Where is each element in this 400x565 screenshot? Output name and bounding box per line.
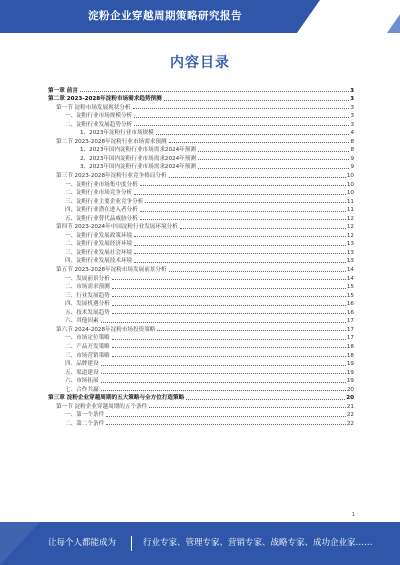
toc-entry-title: 第一节 淀粉企业穿越周期的五个条件 bbox=[56, 403, 148, 410]
toc-leader-dots bbox=[101, 390, 346, 391]
toc-entry-title: 二、产品开发策略 bbox=[65, 343, 110, 350]
toc-entry[interactable] bbox=[48, 205, 354, 214]
toc-entry[interactable] bbox=[48, 111, 354, 120]
toc-entry-page: 9 bbox=[350, 155, 354, 162]
toc-leader-dots bbox=[101, 365, 346, 366]
toc-leader-dots bbox=[134, 194, 346, 195]
toc-leader-dots bbox=[134, 117, 349, 118]
toc-leader-dots bbox=[112, 347, 346, 348]
toc-entry[interactable] bbox=[48, 230, 354, 239]
toc-entry[interactable] bbox=[48, 367, 354, 376]
toc-entry-page: 3 bbox=[350, 87, 354, 94]
toc-entry-title: 第四节 2023-2024年中国淀粉行业发展环境分析 bbox=[56, 224, 178, 231]
toc-entry[interactable] bbox=[48, 333, 354, 342]
footer-banner bbox=[0, 522, 400, 565]
toc-entry[interactable] bbox=[48, 418, 354, 427]
toc-entry-title: 1、2023年国内淀粉行业市场需求2024年预测 bbox=[80, 147, 196, 154]
toc-leader-dots bbox=[140, 185, 346, 186]
toc-entry-title: 第六节 2024-2028年淀粉市场投资策略 bbox=[56, 326, 156, 333]
toc-entry-title: 四、淀粉行业发展技术环境 bbox=[65, 258, 133, 265]
toc-entry-page: 3 bbox=[350, 113, 354, 120]
toc-entry-page: 15 bbox=[346, 284, 354, 291]
toc-entry[interactable] bbox=[48, 188, 354, 197]
toc-entry-title: 六、其他因素 bbox=[65, 318, 99, 325]
toc-entry-title: 七、合作共赢 bbox=[65, 386, 99, 393]
toc-entry-page: 19 bbox=[346, 361, 354, 368]
toc-entry[interactable] bbox=[48, 94, 354, 103]
toc-entry-page: 8 bbox=[350, 138, 354, 145]
toc-entry[interactable] bbox=[48, 162, 354, 171]
toc-entry[interactable] bbox=[48, 213, 354, 222]
toc-entry-title: 一、淀粉行业市场集中度分析 bbox=[65, 181, 138, 188]
toc-entry-page: 21 bbox=[346, 403, 354, 410]
toc-entry[interactable] bbox=[48, 222, 354, 231]
toc-leader-dots bbox=[112, 296, 346, 297]
toc-leader-dots bbox=[101, 373, 346, 374]
toc-entry-title: 二、淀粉行业市场竞争分析 bbox=[65, 190, 133, 197]
toc-leader-dots bbox=[134, 245, 346, 246]
toc-leader-dots bbox=[198, 159, 350, 160]
report-header bbox=[0, 0, 400, 33]
toc-entry-title: 1、2023年淀粉行业市场规模 bbox=[80, 130, 154, 137]
toc-entry-title: 五、技术发展趋势 bbox=[65, 309, 110, 316]
toc-entry-title: 三、市场营销策略 bbox=[65, 352, 110, 359]
toc-entry-title: 三、淀粉行业发展社会环境 bbox=[65, 249, 133, 256]
toc-entry[interactable] bbox=[48, 239, 354, 248]
toc-entry[interactable] bbox=[48, 247, 354, 256]
toc-entry[interactable] bbox=[48, 376, 354, 385]
toc-entry[interactable] bbox=[48, 350, 354, 359]
toc-entry-page: 11 bbox=[346, 198, 354, 205]
toc-entry-title: 第三章 淀粉企业穿越周期的五大策略与全方位打造策略 bbox=[48, 395, 185, 402]
toc-entry-page: 10 bbox=[346, 181, 354, 188]
toc-leader-dots bbox=[134, 262, 346, 263]
toc-entry-page: 14 bbox=[346, 267, 354, 274]
toc-entry-page: 22 bbox=[346, 412, 354, 419]
toc-entry[interactable] bbox=[48, 341, 354, 350]
toc-entry-page: 22 bbox=[346, 420, 354, 427]
toc-entry-page: 13 bbox=[346, 241, 354, 248]
toc-entry-page: 14 bbox=[346, 275, 354, 282]
toc-leader-dots bbox=[112, 339, 346, 340]
toc-leader-dots bbox=[134, 253, 346, 254]
toc-leader-dots bbox=[140, 219, 346, 220]
toc-entry-title: 2、2023年国内淀粉行业市场需求2024年预测 bbox=[80, 155, 196, 162]
toc-entry[interactable] bbox=[48, 264, 354, 273]
footer-slogan-left: 让每个人都能成为 bbox=[48, 538, 117, 548]
toc-leader-dots bbox=[149, 407, 346, 408]
toc-leader-dots bbox=[134, 236, 346, 237]
table-of-contents bbox=[48, 85, 354, 427]
toc-entry-page: 13 bbox=[346, 249, 354, 256]
toc-entry[interactable] bbox=[48, 170, 354, 179]
toc-entry-title: 四、品牌建设 bbox=[65, 361, 99, 368]
toc-entry-title: 一、市场定位策略 bbox=[65, 335, 110, 342]
toc-entry-page: 16 bbox=[346, 301, 354, 308]
toc-entry-page: 17 bbox=[346, 318, 354, 325]
toc-entry-title: 第二节 2023-2028年淀粉行业市场需求预测 bbox=[56, 138, 167, 145]
toc-leader-dots bbox=[106, 416, 346, 417]
toc-leader-dots bbox=[112, 279, 346, 280]
toc-entry[interactable] bbox=[48, 85, 354, 94]
toc-leader-dots bbox=[112, 356, 346, 357]
toc-entry[interactable] bbox=[48, 153, 354, 162]
toc-entry[interactable] bbox=[48, 290, 354, 299]
toc-entry-page: 13 bbox=[346, 258, 354, 265]
footer-divider bbox=[131, 536, 132, 551]
toc-entry-title: 第一节 淀粉市场发展现状分析 bbox=[56, 104, 131, 111]
toc-entry[interactable] bbox=[48, 359, 354, 368]
toc-entry-page: 19 bbox=[346, 369, 354, 376]
toc-entry[interactable] bbox=[48, 136, 354, 145]
toc-leader-dots bbox=[156, 134, 350, 135]
toc-entry[interactable] bbox=[48, 401, 354, 410]
toc-leader-dots bbox=[101, 322, 346, 323]
toc-leader-dots bbox=[134, 125, 349, 126]
toc-entry-page: 19 bbox=[346, 378, 354, 385]
toc-entry[interactable] bbox=[48, 282, 354, 291]
toc-entry[interactable] bbox=[48, 393, 354, 402]
toc-entry-title: 第五节 2023-2028年淀粉市场发展前景分析 bbox=[56, 267, 167, 274]
toc-entry-page: 12 bbox=[346, 224, 354, 231]
footer-slogan-right: 行业专家、管理专家、营销专家、战略专家、成功企业家…… bbox=[143, 538, 373, 548]
toc-leader-dots bbox=[164, 100, 349, 101]
toc-entry-title: 五、渠道建设 bbox=[65, 369, 99, 376]
toc-entry-title: 一、第一个条件 bbox=[65, 412, 105, 419]
toc-entry-page: 3 bbox=[350, 121, 354, 128]
toc-entry-title: 第三节 2023-2028年淀粉行业竞争格局分析 bbox=[56, 173, 167, 180]
toc-entry-page: 12 bbox=[346, 232, 354, 239]
toc-entry-title: 二、市场需求预测 bbox=[65, 284, 110, 291]
toc-entry-title: 3、2023年国内淀粉行业市场需求2024年预测 bbox=[80, 164, 196, 171]
toc-entry-page: 20 bbox=[346, 386, 354, 393]
toc-entry[interactable] bbox=[48, 273, 354, 282]
toc-entry-title: 第二章 2023-2028年淀粉市场需求趋势预测 bbox=[48, 96, 162, 103]
toc-entry-page: 3 bbox=[350, 96, 354, 103]
toc-entry-title: 第一章 前言 bbox=[48, 87, 78, 94]
toc-entry[interactable] bbox=[48, 410, 354, 419]
toc-leader-dots bbox=[112, 288, 346, 289]
toc-entry-page: 10 bbox=[346, 190, 354, 197]
toc-entry-page: 9 bbox=[350, 164, 354, 171]
toc-leader-dots bbox=[180, 228, 346, 229]
toc-entry[interactable] bbox=[48, 256, 354, 265]
toc-entry-page: 10 bbox=[346, 173, 354, 180]
toc-leader-dots bbox=[133, 108, 350, 109]
toc-entry-title: 二、淀粉行业发展趋势分析 bbox=[65, 121, 133, 128]
toc-leader-dots bbox=[145, 202, 346, 203]
toc-entry-title: 二、第二个条件 bbox=[65, 420, 105, 427]
toc-entry[interactable] bbox=[48, 119, 354, 128]
toc-entry-page: 3 bbox=[350, 104, 354, 111]
toc-entry-page: 20 bbox=[346, 395, 354, 402]
toc-leader-dots bbox=[112, 305, 346, 306]
toc-leader-dots bbox=[169, 142, 350, 143]
toc-entry-page: 8 bbox=[350, 147, 354, 154]
toc-entry-title: 四、淀粉行业潜在进入者分析 bbox=[65, 207, 138, 214]
toc-entry-page: 4 bbox=[350, 130, 354, 137]
toc-heading: 内容目录 bbox=[170, 55, 230, 71]
toc-entry[interactable] bbox=[48, 307, 354, 316]
toc-entry-page: 15 bbox=[346, 292, 354, 299]
toc-entry-page: 17 bbox=[346, 326, 354, 333]
toc-entry-title: 二、淀粉行业发展经济环境 bbox=[65, 241, 133, 248]
toc-entry[interactable] bbox=[48, 316, 354, 325]
footer-decoration bbox=[0, 522, 40, 565]
toc-leader-dots bbox=[106, 424, 346, 425]
toc-entry-title: 三、行业发展趋势 bbox=[65, 292, 110, 299]
toc-leader-dots bbox=[198, 151, 350, 152]
toc-entry-title: 六、市场拓展 bbox=[65, 378, 99, 385]
report-title: 淀粉企业穿越周期策略研究报告 bbox=[88, 10, 242, 22]
toc-entry[interactable] bbox=[48, 179, 354, 188]
toc-entry-title: 一、淀粉行业发展政策环境 bbox=[65, 232, 133, 239]
toc-entry-page: 17 bbox=[346, 335, 354, 342]
toc-entry[interactable] bbox=[48, 324, 354, 333]
toc-entry-title: 一、淀粉行业市场规模分析 bbox=[65, 113, 133, 120]
toc-entry-title: 三、淀粉行业主要企业竞争分析 bbox=[65, 198, 144, 205]
toc-entry[interactable] bbox=[48, 128, 354, 137]
toc-leader-dots bbox=[169, 177, 346, 178]
toc-leader-dots bbox=[198, 168, 350, 169]
toc-entry-page: 11 bbox=[346, 207, 354, 214]
toc-entry-title: 四、发展机遇分析 bbox=[65, 301, 110, 308]
toc-entry[interactable] bbox=[48, 299, 354, 308]
page-number: 1 bbox=[351, 512, 355, 518]
toc-leader-dots bbox=[101, 382, 346, 383]
toc-entry[interactable] bbox=[48, 384, 354, 393]
toc-entry-title: 一、发展前景分析 bbox=[65, 275, 110, 282]
toc-leader-dots bbox=[80, 91, 349, 92]
toc-leader-dots bbox=[112, 313, 346, 314]
toc-entry-page: 12 bbox=[346, 215, 354, 222]
toc-leader-dots bbox=[169, 271, 346, 272]
toc-entry-page: 18 bbox=[346, 352, 354, 359]
toc-leader-dots bbox=[157, 330, 345, 331]
toc-entry-title: 五、淀粉行业替代品威胁分析 bbox=[65, 215, 138, 222]
toc-entry[interactable] bbox=[48, 102, 354, 111]
toc-entry[interactable] bbox=[48, 196, 354, 205]
toc-leader-dots bbox=[186, 399, 345, 400]
toc-entry-page: 16 bbox=[346, 309, 354, 316]
toc-leader-dots bbox=[140, 211, 346, 212]
toc-entry[interactable] bbox=[48, 145, 354, 154]
toc-entry-page: 18 bbox=[346, 343, 354, 350]
